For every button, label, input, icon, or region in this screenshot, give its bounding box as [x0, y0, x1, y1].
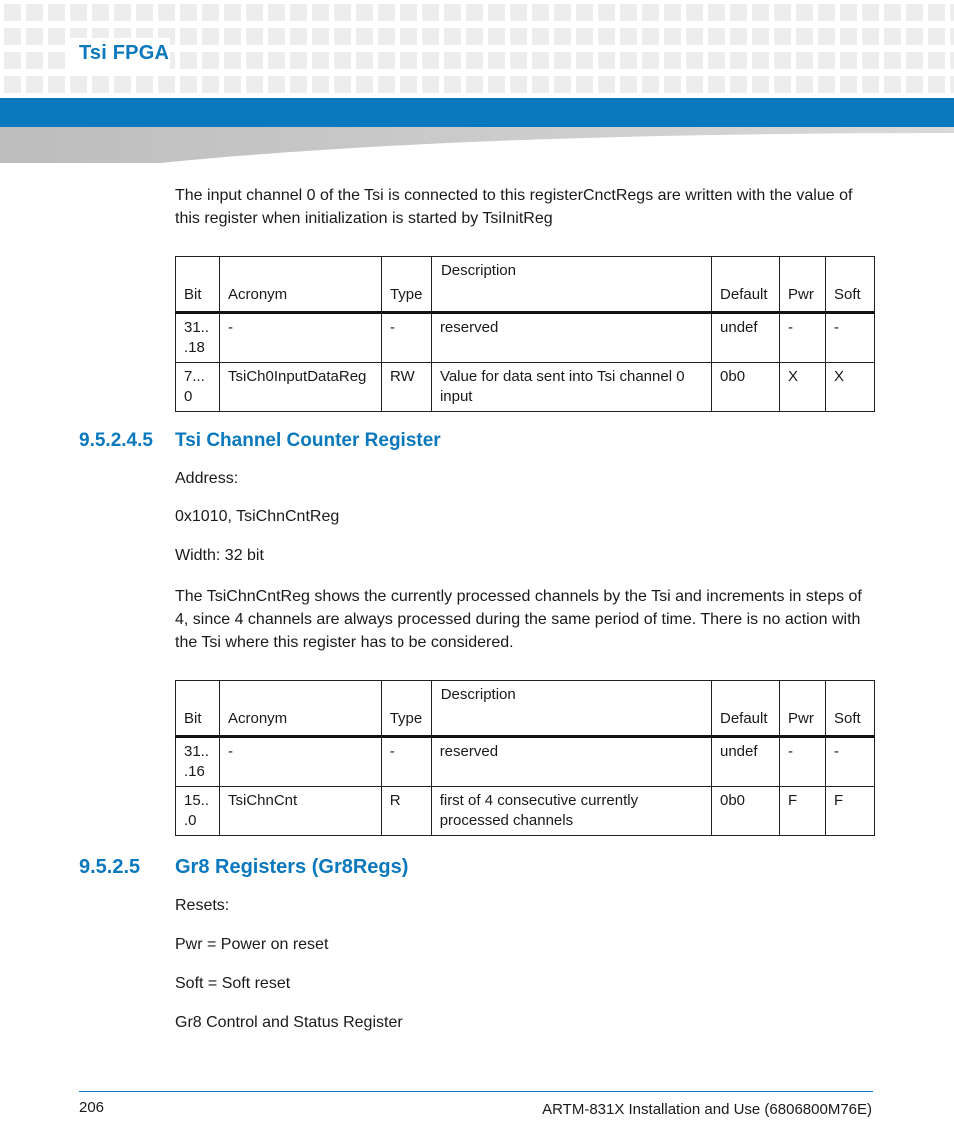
header-tile [26, 28, 43, 45]
cell-pwr: F [779, 787, 825, 836]
header-tile [70, 4, 87, 21]
header-description-label: Description [440, 686, 516, 703]
header-tile [180, 4, 197, 21]
cell-type: R [381, 787, 431, 836]
header-tile [620, 28, 637, 45]
pwr-reset-definition: Pwr = Power on reset [175, 936, 329, 953]
cell-pwr: - [780, 313, 826, 363]
header-tile [796, 28, 813, 45]
header-tile [488, 28, 505, 45]
cell-bit: 31.. .16 [176, 737, 220, 787]
header-tile [532, 76, 549, 93]
header-tile [246, 52, 263, 69]
header-tile [752, 76, 769, 93]
header-tile [400, 28, 417, 45]
header-tile [774, 4, 791, 21]
header-tile [202, 76, 219, 93]
header-tile [730, 52, 747, 69]
header-tile [664, 28, 681, 45]
header-tile [510, 4, 527, 21]
cell-description: first of 4 consecutive currently processed channels [431, 787, 711, 836]
header-soft: Soft [825, 257, 874, 313]
header-bit: Bit [176, 681, 220, 737]
header-gray-swoosh [0, 127, 954, 163]
page-number: 206 [79, 1099, 105, 1116]
header-tile [510, 76, 527, 93]
header-tile [642, 52, 659, 69]
header-tile [4, 4, 21, 21]
header-tile [334, 4, 351, 21]
register-width: Width: 32 bit [175, 547, 264, 564]
header-tile [906, 52, 923, 69]
address-label: Address: [175, 470, 239, 487]
header-tile [950, 52, 954, 69]
header-tile [620, 76, 637, 93]
header-tile [532, 28, 549, 45]
header-tile [884, 28, 901, 45]
header-tile [224, 52, 241, 69]
header-tile [422, 52, 439, 69]
header-tile [620, 4, 637, 21]
header-tile [642, 4, 659, 21]
header-tile [752, 28, 769, 45]
header-tile [642, 28, 659, 45]
register-table-tsi-ch0 [175, 256, 875, 412]
cell-pwr: - [779, 737, 825, 787]
header-tile [510, 28, 527, 45]
header-tile [510, 52, 527, 69]
header-tile [4, 28, 21, 45]
resets-label: Resets: [175, 897, 230, 914]
section-title: Tsi Channel Counter Register [175, 430, 441, 451]
header-tile [532, 52, 549, 69]
header-tile [774, 76, 791, 93]
header-tile [158, 4, 175, 21]
header-tile [488, 52, 505, 69]
header-tile [70, 76, 87, 93]
header-tile [92, 76, 109, 93]
soft-reset-definition: Soft = Soft reset [175, 975, 291, 992]
header-tile [906, 76, 923, 93]
header-tile [818, 28, 835, 45]
header-tile [356, 52, 373, 69]
cell-soft: X [825, 363, 874, 412]
header-tile [224, 76, 241, 93]
header-tile [180, 28, 197, 45]
header-tile [862, 4, 879, 21]
header-tile [268, 76, 285, 93]
header-tile [224, 4, 241, 21]
header-tile [840, 76, 857, 93]
header-tile [268, 28, 285, 45]
header-tile [422, 4, 439, 21]
header-tile [444, 52, 461, 69]
header-tile [136, 4, 153, 21]
counter-description-text: The TsiChnCntReg shows the currently processed channels by the Tsi and increments in steps of 4, since 4 channels are always processed during the same period of time. There is no action with the Tsi where this register has to be considered. [175, 588, 862, 651]
header-tile [202, 52, 219, 69]
header-tile [730, 4, 747, 21]
header-tile [400, 4, 417, 21]
header-tile [400, 52, 417, 69]
cell-bit: 7... 0 [176, 363, 220, 412]
header-tile [268, 52, 285, 69]
header-tile [554, 28, 571, 45]
header-tile [114, 76, 131, 93]
header-pwr: Pwr [779, 681, 825, 737]
header-tile [620, 52, 637, 69]
intro-paragraph [175, 184, 875, 230]
header-tile [378, 52, 395, 69]
header-tile [818, 52, 835, 69]
header-tile [642, 76, 659, 93]
header-tile [180, 76, 197, 93]
section-heading-tsi-channel-counter [79, 430, 441, 452]
cell-acronym: TsiChnCnt [219, 787, 381, 836]
header-tile [796, 76, 813, 93]
header-tile [444, 76, 461, 93]
header-tile [928, 76, 945, 93]
section-heading-gr8-registers [79, 856, 408, 879]
header-tile [554, 52, 571, 69]
cell-default: 0b0 [712, 363, 780, 412]
header-tile [796, 4, 813, 21]
cell-bit: 31.. .18 [176, 313, 220, 363]
header-tile [312, 28, 329, 45]
header-tile [598, 52, 615, 69]
header-tile [290, 52, 307, 69]
header-tile [598, 28, 615, 45]
cell-acronym: TsiCh0InputDataReg [219, 363, 381, 412]
header-type: Type [381, 681, 431, 737]
header-tile [884, 4, 901, 21]
header-tile [202, 4, 219, 21]
register-table-tsi-chn-cnt [175, 680, 875, 836]
header-soft: Soft [825, 681, 874, 737]
header-tile [708, 52, 725, 69]
header-tile [400, 76, 417, 93]
counter-description [175, 585, 875, 654]
header-tile [444, 28, 461, 45]
header-tile [708, 76, 725, 93]
header-tile [48, 4, 65, 21]
header-tile [686, 52, 703, 69]
cell-soft: - [825, 737, 874, 787]
header-tile [334, 52, 351, 69]
header-tile [906, 28, 923, 45]
table-row [176, 787, 875, 836]
header-tile [312, 76, 329, 93]
header-tile [664, 76, 681, 93]
header-acronym: Acronym [219, 257, 381, 313]
header-tile [26, 52, 43, 69]
cell-description: reserved [431, 737, 711, 787]
header-tile [752, 4, 769, 21]
header-tile [576, 28, 593, 45]
header-tile [840, 4, 857, 21]
header-tile [114, 4, 131, 21]
header-tile [180, 52, 197, 69]
cell-description: Value for data sent into Tsi channel 0 input [431, 363, 711, 412]
header-tile [48, 52, 65, 69]
header-acronym: Acronym [219, 681, 381, 737]
header-tile [268, 4, 285, 21]
table-row [176, 737, 875, 787]
header-tile [312, 52, 329, 69]
header-tile [290, 76, 307, 93]
header-tile [598, 4, 615, 21]
header-tile [950, 76, 954, 93]
header-tile [818, 76, 835, 93]
cell-soft: F [825, 787, 874, 836]
header-tile [48, 28, 65, 45]
footer-rule [79, 1091, 873, 1092]
header-tile [950, 4, 954, 21]
header-tile [862, 76, 879, 93]
header-tile [378, 4, 395, 21]
section-number: 9.5.2.4.5 [79, 430, 153, 451]
cell-default: undef [712, 313, 780, 363]
header-tile [906, 4, 923, 21]
header-tile [356, 28, 373, 45]
table-header-row [176, 681, 875, 737]
header-tile [532, 4, 549, 21]
cell-soft: - [825, 313, 874, 363]
header-description [431, 681, 711, 737]
header-tile [488, 76, 505, 93]
header-tile [378, 76, 395, 93]
header-tile [928, 28, 945, 45]
cell-acronym: - [219, 313, 381, 363]
header-tile [356, 4, 373, 21]
header-tile [796, 52, 813, 69]
header-tile [26, 4, 43, 21]
header-tile [686, 76, 703, 93]
table-row [176, 363, 875, 412]
header-tile [290, 28, 307, 45]
section-title: Gr8 Registers (Gr8Regs) [175, 856, 409, 878]
header-tile [774, 28, 791, 45]
page-header-title: Tsi FPGA [79, 42, 170, 64]
header-tile [928, 52, 945, 69]
header-tile [730, 28, 747, 45]
header-tile [488, 4, 505, 21]
header-tile [840, 28, 857, 45]
cell-default: 0b0 [712, 787, 780, 836]
document-title: ARTM-831X Installation and Use (6806800M76E) [542, 1101, 872, 1118]
header-tile [664, 52, 681, 69]
header-tile [576, 4, 593, 21]
cell-type: - [381, 313, 431, 363]
header-description [431, 257, 711, 313]
header-tile [466, 76, 483, 93]
header-tile [158, 76, 175, 93]
header-blue-band [0, 98, 954, 127]
header-tile [598, 76, 615, 93]
header-tile [356, 76, 373, 93]
table-row [176, 313, 875, 363]
header-type: Type [381, 257, 431, 313]
header-tile [862, 28, 879, 45]
header-tile [576, 52, 593, 69]
header-tile [466, 28, 483, 45]
cell-acronym: - [219, 737, 381, 787]
header-tile [554, 76, 571, 93]
header-tile [884, 52, 901, 69]
header-tile [752, 52, 769, 69]
header-bit: Bit [176, 257, 220, 313]
header-tile [48, 76, 65, 93]
header-tile [708, 28, 725, 45]
header-tile [554, 4, 571, 21]
header-tile [224, 28, 241, 45]
address-value: 0x1010, TsiChnCntReg [175, 508, 340, 525]
header-default: Default [712, 681, 780, 737]
section-number: 9.5.2.5 [79, 856, 141, 878]
header-tile [730, 76, 747, 93]
header-tile [862, 52, 879, 69]
header-tile [466, 52, 483, 69]
header-tile [928, 4, 945, 21]
header-tile [884, 76, 901, 93]
cell-default: undef [712, 737, 780, 787]
header-tile [686, 28, 703, 45]
header-tile [334, 76, 351, 93]
header-tile [26, 76, 43, 93]
header-tile [664, 4, 681, 21]
header-tile [92, 4, 109, 21]
header-tile [290, 4, 307, 21]
cell-bit: 15.. .0 [176, 787, 220, 836]
header-tile [466, 4, 483, 21]
header-tile [312, 4, 329, 21]
header-tile [4, 76, 21, 93]
header-tile [686, 4, 703, 21]
header-tile [4, 52, 21, 69]
gr8-control-status-label: Gr8 Control and Status Register [175, 1014, 403, 1031]
header-default: Default [712, 257, 780, 313]
header-description-label: Description [440, 262, 516, 279]
cell-pwr: X [780, 363, 826, 412]
header-tile [378, 28, 395, 45]
cell-type: - [381, 737, 431, 787]
header-tile [444, 4, 461, 21]
header-tile [422, 28, 439, 45]
header-tile [708, 4, 725, 21]
header-pwr: Pwr [780, 257, 826, 313]
header-tile [246, 28, 263, 45]
header-tile [576, 76, 593, 93]
header-tile [422, 76, 439, 93]
table-header-row [176, 257, 875, 313]
header-tile [774, 52, 791, 69]
header-tile [334, 28, 351, 45]
header-tile [136, 76, 153, 93]
cell-type: RW [381, 363, 431, 412]
header-tile [246, 4, 263, 21]
header-tile [818, 4, 835, 21]
header-tile [246, 76, 263, 93]
cell-description: reserved [431, 313, 711, 363]
header-tile [840, 52, 857, 69]
header-tile [950, 28, 954, 45]
header-tile [202, 28, 219, 45]
intro-text: The input channel 0 of the Tsi is connected to this registerCnctRegs are written with the value of this register when initialization is started by TsiInitReg [175, 187, 853, 227]
